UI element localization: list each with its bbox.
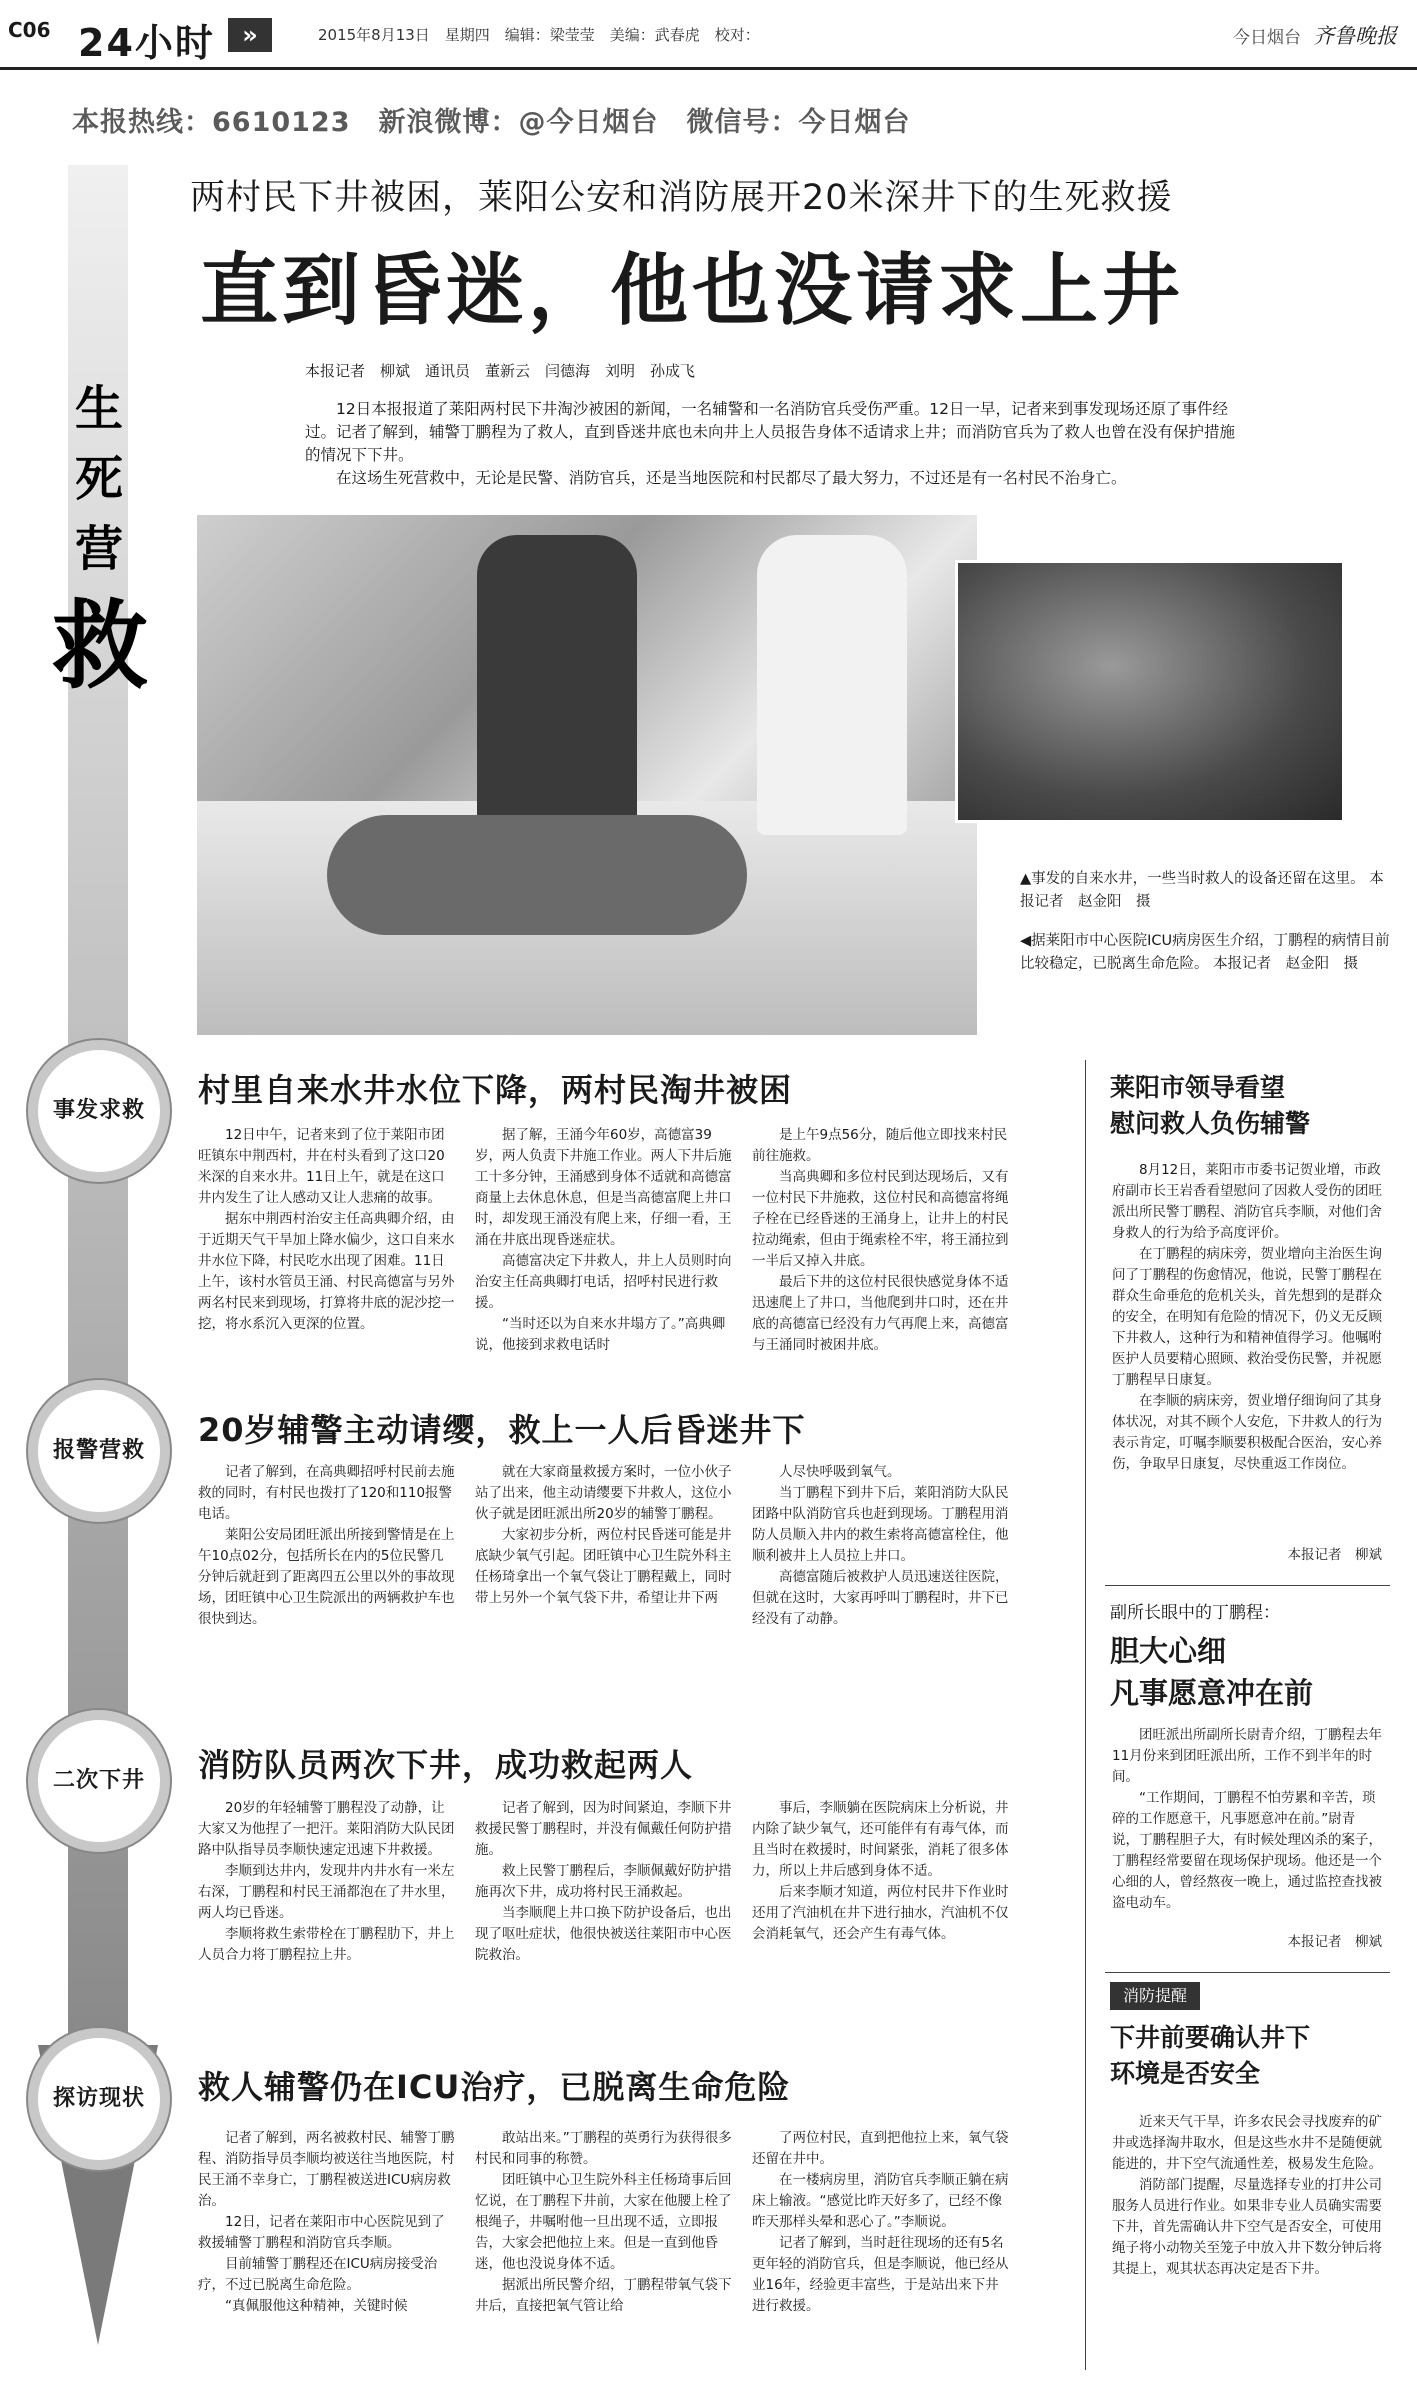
section-column: 20岁的年轻辅警丁鹏程没了动静，让大家又为他捏了一把汗。莱阳消防大队民团路中队指导员李顺快速定迅速下井救援。 李顺到达井内，发现井内井水有一米左右深，丁鹏程和村民王涌都泡在了井水里，两人均已昏迷。 李顺将救生索带栓在丁鹏程肋下，井上人员合力将丁鹏程拉上井。 [198, 1800, 455, 1963]
masthead-bar [0, 0, 1417, 70]
section-title: 村里自来水井水位下降，两村民淘井被困 [198, 1071, 793, 1109]
brand-section: 今日烟台 [1233, 28, 1301, 48]
rail-word: 营 [74, 521, 123, 577]
patient-figure [327, 815, 747, 935]
byline: 本报记者 柳斌 通讯员 董新云 闫德海 刘明 孙成飞 [305, 362, 696, 380]
stage-label: 探访现状 [52, 2086, 145, 2111]
sidebar-signature: 本报记者 柳斌 [1287, 1934, 1382, 1950]
doctor-figure [757, 535, 907, 835]
rail-word: 生 [74, 381, 123, 437]
section-column: 12日中午，记者来到了位于莱阳市团旺镇东中荆西村，井在村头看到了这口20米深的自来水井。11日上午，就是在这口井内发生了让人感动又让人悲痛的故事。 据东中荆西村治安主任高典卿介绍，由于近期天气干旱加上降水偏少，这口自来水井水位下降，村民吃水出现了困难。11日上午，该村水管员王涌、村民高德富与另外两名村民来到现场，打算将井底的泥沙挖一挖，将水系沉入更深的位置。 [198, 1127, 455, 1332]
stage-label: 事发求救 [52, 1098, 145, 1123]
sidebar-title: 慰问救人负伤辅警 [1110, 1109, 1311, 1138]
lead-paragraph: 12日本报报道了莱阳两村民下井淘沙被困的新闻，一名辅警和一名消防官兵受伤严重。12日一早，记者来到事发现场还原了事件经过。记者了解到，辅警丁鹏程为了救人，直到昏迷井底也未向井上人员报告身体不适请求上井；而消防官兵为了救人也曾在没有保护措施的情况下下井。 [305, 400, 1236, 464]
sub-headline: 两村民下井被困，莱阳公安和消防展开20米深井下的生死救援 [190, 178, 1173, 218]
tip-tag: 消防提醒 [1110, 1982, 1200, 2010]
section-title: 20岁辅警主动请缨，救上一人后昏迷井下 [198, 1411, 806, 1449]
lead-paragraphs [305, 398, 1235, 490]
sidebar-signature: 本报记者 柳斌 [1287, 1547, 1382, 1563]
rail-word-big: 救 [52, 589, 148, 702]
page-code: C06 [8, 18, 66, 50]
sidebar-title: 凡事愿意冲在前 [1110, 1676, 1314, 1710]
sidebar-divider [1105, 1585, 1390, 1586]
stage-circle [28, 2028, 170, 2170]
sidebar-divider [1105, 1972, 1390, 1973]
sidebar-kicker: 副所长眼中的丁鹏程： [1110, 1603, 1280, 1623]
stage-circle [28, 1380, 170, 1522]
sidebar-title: 胆大心细 [1110, 1634, 1227, 1668]
section-column: 是上午9点56分，随后他立即找来村民前往施救。 当高典卿和多位村民到达现场后，又有一位村民下井施救，这位村民和高德富将绳子栓在已经昏迷的王涌身上，让井上的村民拉动绳索，但由于绳索栓不牢，将王涌拉到一半后又掉入井底。 最后下井的这位村民很快感觉身体不适迅速爬上了井口，当他爬到井口时，还在井底的高德富已经没有力气再爬上来，高德富与王涌同时被困井底。 [752, 1127, 1009, 1353]
section-column: 就在大家商量救援方案时，一位小伙子站了出来，他主动请缨要下井救人，这位小伙子就是团旺派出所20岁的辅警丁鹏程。 大家初步分析，两位村民昏迷可能是井底缺少氧气引起。团旺镇中心卫生院外科主任杨琦拿出一个氧气袋让丁鹏程戴上，同时带上另外一个氧气袋下井，希望让井下两 [475, 1464, 732, 1606]
section-title: 救人辅警仍在ICU治疗，已脱离生命危险 [198, 2068, 791, 2106]
stage-circle [28, 1710, 170, 1852]
section-name: 24小时 [78, 21, 215, 65]
section-column: 人尽快呼吸到氧气。 当丁鹏程下到井下后，莱阳消防大队民团路中队消防官兵也赶到现场。丁鹏程用消防人员顺入井内的救生索将高德富栓住，他顺利被井上人员拉上井口。 高德富随后被救护人员迅速送往医院，但就在这时，大家再呼叫丁鹏程时，井下已经没有了动静。 [752, 1464, 1009, 1627]
sidebar-body: 近来天气干旱，许多农民会寻找废弃的矿井或选择淘井取水，但是这些水井不是随便就能进的，井下空气流通性差，极易发生危险。 消防部门提醒，尽量选择专业的打井公司服务人员进行作业。如果非专业人员确实需要下井，首先需确认井下空气是否安全，可使用绳子将小动物关至笼子中放入井下数分钟后将其提上，观其状态再决定是否下井。 [1112, 2114, 1382, 2277]
stage-label: 二次下井 [52, 1768, 145, 1793]
section-column: 事后，李顺躺在医院病床上分析说，井内除了缺少氧气，还可能伴有有毒气体，而且当时在救援时，时间紧张，消耗了很多体力，所以上井后感到身体不适。 后来李顺才知道，两位村民井下作业时还用了汽油机在井下进行抽水，汽油机不仅会消耗氧气，还会产生有毒气体。 [752, 1800, 1009, 1942]
stage-circle [28, 1040, 170, 1182]
sidebar-body: 8月12日，莱阳市市委书记贺业增，市政府副市长王岩香看望慰问了因救人受伤的团旺派出所民警丁鹏程、消防官兵李顺，对他们舍身救人的行为给予高度评价。 在丁鹏程的病床旁，贺业增向主治医生询问了丁鹏程的伤愈情况，他说，民警丁鹏程在群众生命垂危的危机关头，首先想到的是群众的安全，在明知有危险的情况下，仍义无反顾下井救人，这种行为和精神值得学习。他嘱咐医护人员要精心照顾、救治受伤民警，并祝愿丁鹏程早日康复。 在李顺的病床旁，贺业增仔细询问了其身体状况，对其不顾个人安危，下井救人的行为表示肯定，叮嘱李顺要积极配合医治，安心养伤，争取早日康复，尽快重返工作岗位。 [1112, 1162, 1382, 1472]
photo-caption: ◀据莱阳市中心医院ICU病房医生介绍，丁鹏程的病情目前比较稳定，已脱离生命危险。 本报记者 赵金阳 摄 [1020, 933, 1390, 972]
newspaper-logo: 齐鲁晚报 [1313, 24, 1397, 48]
section-title: 消防队员两次下井，成功救起两人 [198, 1746, 694, 1784]
section-arrow-icon: » [228, 18, 272, 52]
hotline-bar: 本报热线：6610123 新浪微博：@今日烟台 微信号：今日烟台 [72, 107, 911, 138]
sidebar-title: 下井前要确认井下 [1110, 2023, 1311, 2052]
hospital-photo [197, 515, 977, 1035]
section-column: 记者了解到，在高典卿招呼村民前去施救的同时，有村民也拨打了120和110报警电话。 莱阳公安局团旺派出所接到警情是在上午10点02分，包括所长在内的5位民警几分钟后就赶到了距离四五公里以外的事故现场，团旺镇中心卫生院派出的两辆救护车也很快到达。 [198, 1464, 455, 1627]
section-column: 据了解，王涌今年60岁，高德富39岁，两人负责下井施工作业。两人下井后施工十多分钟，王涌感到身体不适就和高德富商量上去休息休息，但是当高德富爬上井口时，却发现王涌没有爬上来，仔细一看，王涌在井底出现昏迷症状。 高德富决定下井救人，井上人员则时向治安主任高典卿打电话，招呼村民进行救援。 “当时还以为自来水井塌方了。”高典卿说，他接到求救电话时 [475, 1127, 732, 1353]
main-headline: 直到昏迷，他也没请求上井 [200, 245, 1185, 336]
rail-word: 死 [74, 451, 123, 507]
section-column: 记者了解到，两名被救村民、辅警丁鹏程、消防指导员李顺均被送往当地医院，村民王涌不幸身亡，丁鹏程被送进ICU病房救治。 12日，记者在莱阳市中心医院见到了救援辅警丁鹏程和消防官兵李顺。 目前辅警丁鹏程还在ICU病房接受治疗，不过已脱离生命危险。 “真佩服他这种精神，关键时候 [198, 2130, 455, 2314]
stage-label: 报警营救 [52, 1438, 145, 1463]
column-divider [1085, 1060, 1086, 2370]
sidebar-title: 环境是否安全 [1110, 2059, 1261, 2088]
brand [1233, 20, 1397, 50]
photo-caption: ▲事发的自来水井，一些当时救人的设备还留在这里。 本报记者 赵金阳 摄 [1020, 871, 1384, 910]
section-column: 记者了解到，因为时间紧迫，李顺下井救援民警丁鹏程时，并没有佩戴任何防护措施。 救上民警丁鹏程后，李顺佩戴好防护措施再次下井，成功将村民王涌救起。 当李顺爬上井口换下防护设备后，也出现了呕吐症状，他很快被送往莱阳市中心医院救治。 [475, 1800, 732, 1963]
sidebar-body: 团旺派出所副所长尉青介绍，丁鹏程去年11月份来到团旺派出所，工作不到半年的时间。 “工作期间，丁鹏程不怕劳累和辛苦，琐碎的工作愿意干，凡事愿意冲在前。”尉青说，丁鹏程胆子大，有时候处理凶杀的案子，丁鹏程经常要留在现场保护现场。他还是一个心细的人，曾经熬夜一晚上，通过监控查找被盗电动车。 [1112, 1727, 1382, 1911]
section-column: 敢站出来。”丁鹏程的英勇行为获得很多村民和同事的称赞。 团旺镇中心卫生院外科主任杨琦事后回忆说，在丁鹏程下井前，大家在他腰上栓了根绳子，井嘱咐他一旦出现不适，立即报告，大家会把他拉上来。但是一直到他昏迷，他也没说身体不适。 据派出所民警介绍，丁鹏程带氧气袋下井后，直接把氧气管让给 [475, 2130, 732, 2314]
sidebar-title: 莱阳市领导看望 [1110, 1073, 1286, 1102]
section-column: 了两位村民，直到把他拉上来，氧气袋还留在井中。 在一楼病房里，消防官兵李顺正躺在病床上输液。“感觉比昨天好多了，已经不像昨天那样头晕和恶心了。”李顺说。 记者了解到，当时赶往现场的还有5名更年轻的消防官兵，但是李顺说，他已经从业16年，经验更丰富些，于是站出来下井进行救援。 [752, 2130, 1009, 2314]
dateline: 2015年8月13日 星期四 编辑：梁莹莹 美编：武春虎 校对： [318, 26, 760, 44]
lead-paragraph: 在这场生死营救中，无论是民警、消防官兵，还是当地医院和村民都尽了最大努力，不过还是有一名村民不治身亡。 [336, 469, 1127, 487]
well-photo [955, 560, 1345, 823]
photo-captions [1020, 868, 1390, 976]
